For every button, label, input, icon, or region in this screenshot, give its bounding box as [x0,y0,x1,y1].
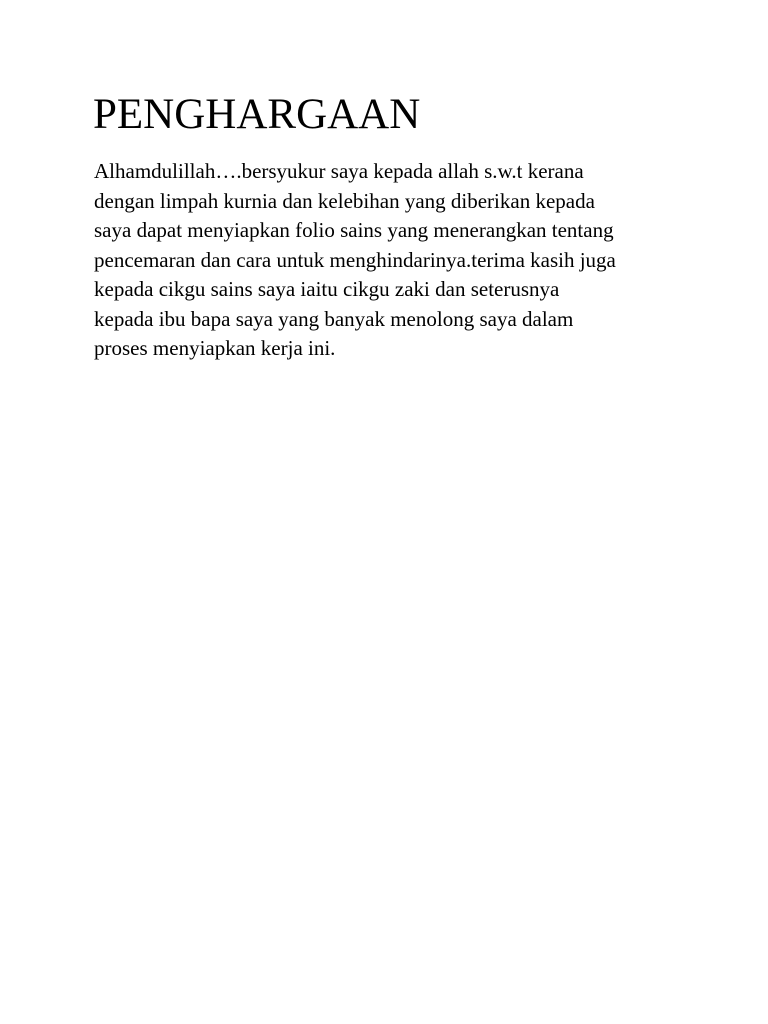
paragraph-line: pencemaran dan cara untuk menghindarinya.terima kasih juga [94,247,616,272]
paragraph-line: proses menyiapkan kerja ini. [94,336,336,360]
paragraph-line: kepada cikgu sains saya iaitu cikgu zaki dan seterusnya [94,277,560,301]
paragraph-line: saya dapat menyiapkan folio sains yang menerangkan tentang [94,218,614,242]
paragraph-line: kepada ibu bapa saya yang banyak menolong saya dalam [94,306,574,331]
paragraph-line: dengan limpah kurnia dan kelebihan yang diberikan kepada [94,188,595,213]
page-title: PENGHARGAAN [93,91,421,138]
acknowledgement-paragraph [94,157,694,364]
paragraph-line: Alhamdulillah….bersyukur saya kepada allah s.w.t kerana [94,159,584,183]
